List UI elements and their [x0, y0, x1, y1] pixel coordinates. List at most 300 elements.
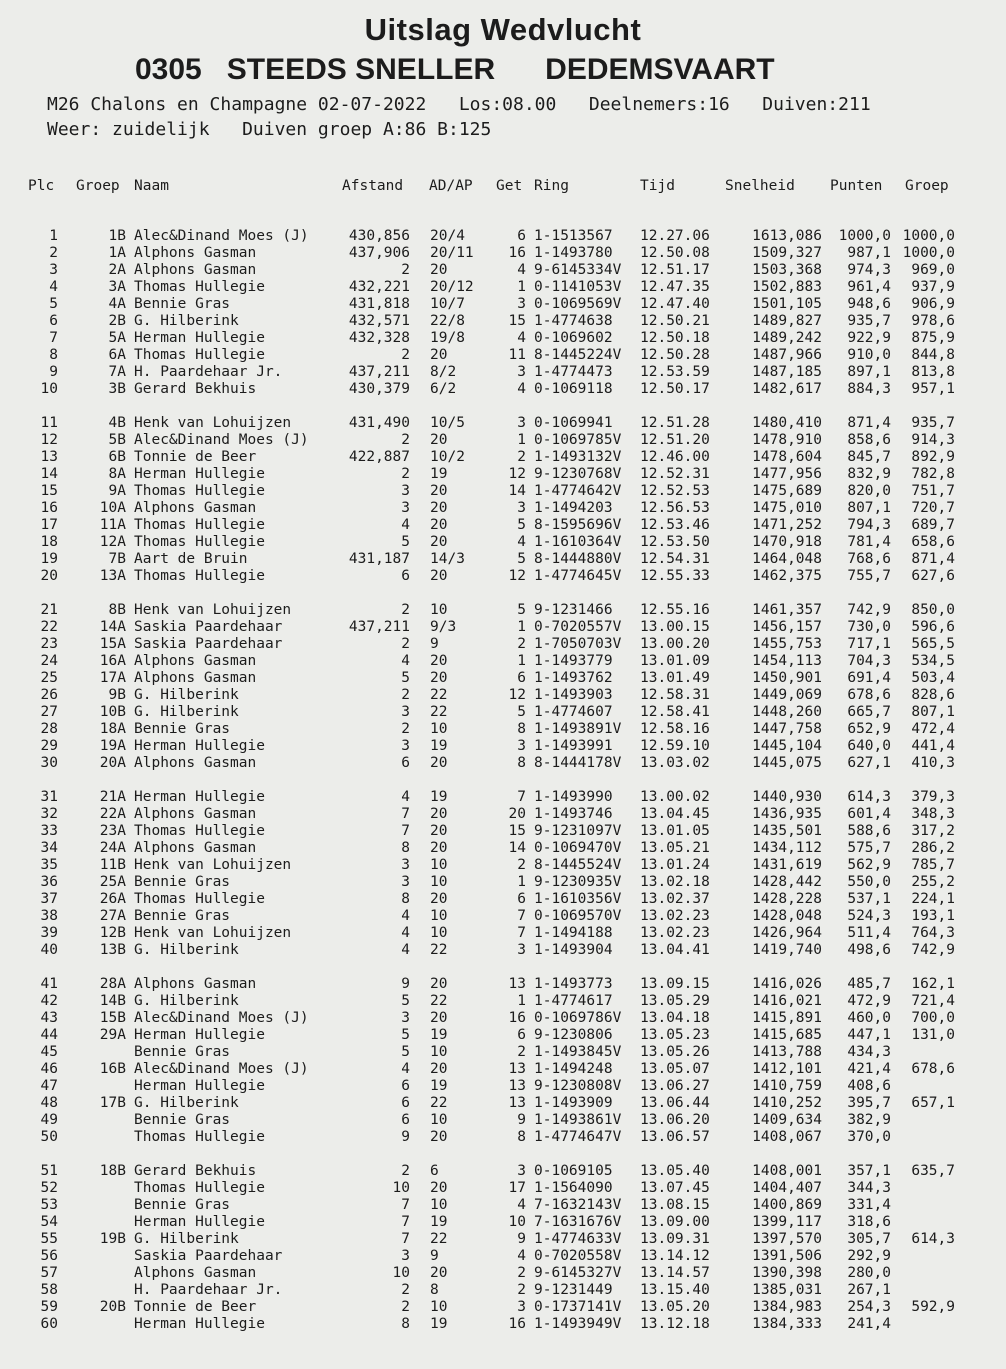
points-cell: 704,3: [847, 653, 891, 669]
ring-number-cell: 0-7020557V: [534, 619, 622, 635]
block-spacer: [0, 1146, 1006, 1163]
results-table: [0, 228, 1006, 1333]
arrival-time-cell: 13.05.20: [640, 1299, 710, 1315]
group-rank-cell: 25A: [99, 874, 126, 890]
fancier-name-cell: Bennie Gras: [134, 296, 231, 312]
points-cell: 318,6: [847, 1214, 891, 1230]
fancier-name-cell: Herman Hullegie: [134, 1027, 265, 1043]
points-cell: 871,4: [847, 415, 891, 431]
arrival-time-cell: 12.59.10: [640, 738, 710, 754]
col-groep: Groep: [76, 178, 120, 194]
points-cell: 730,0: [847, 619, 891, 635]
group-rank-cell: 7B: [108, 551, 126, 567]
basketed-prized-cell: 19: [430, 1316, 448, 1332]
table-row: [0, 1027, 1006, 1044]
ring-number-cell: 1-1493132V: [534, 449, 622, 465]
ring-number-cell: 1-7050703V: [534, 636, 622, 652]
group-points-cell: 286,2: [911, 840, 955, 856]
placement-cell: 41: [40, 976, 58, 992]
fancier-name-cell: Alec&Dinand Moes (J): [134, 228, 309, 244]
marked-cell: 8: [517, 755, 526, 771]
group-points-cell: 614,3: [911, 1231, 955, 1247]
speed-cell: 1428,048: [752, 908, 822, 924]
ring-number-cell: 1-1493762: [534, 670, 613, 686]
table-row: [0, 1214, 1006, 1231]
marked-cell: 2: [517, 1265, 526, 1281]
ring-number-cell: 8-1445524V: [534, 857, 622, 873]
speed-cell: 1471,252: [752, 517, 822, 533]
group-points-cell: 906,9: [911, 296, 955, 312]
placement-cell: 53: [40, 1197, 58, 1213]
table-row: [0, 330, 1006, 347]
points-cell: 652,9: [847, 721, 891, 737]
distance-cell: 5: [401, 993, 410, 1009]
ring-number-cell: 1-1493904: [534, 942, 613, 958]
ring-number-cell: 1-1493891V: [534, 721, 622, 737]
group-points-cell: 720,7: [911, 500, 955, 516]
arrival-time-cell: 13.01.09: [640, 653, 710, 669]
distance-cell: 432,328: [348, 330, 410, 346]
basketed-prized-cell: 20: [430, 483, 448, 499]
basketed-prized-cell: 22: [430, 704, 448, 720]
points-cell: 678,6: [847, 687, 891, 703]
fancier-name-cell: G. Hilberink: [134, 1095, 239, 1111]
table-row: [0, 534, 1006, 551]
placement-cell: 17: [40, 517, 58, 533]
fancier-name-cell: Bennie Gras: [134, 874, 231, 890]
arrival-time-cell: 13.00.20: [640, 636, 710, 652]
arrival-time-cell: 13.08.15: [640, 1197, 710, 1213]
distance-cell: 3: [401, 738, 410, 754]
fancier-name-cell: Tonnie de Beer: [134, 449, 257, 465]
group-points-cell: 131,0: [911, 1027, 955, 1043]
distance-cell: 2: [401, 687, 410, 703]
marked-cell: 4: [517, 1248, 526, 1264]
speed-cell: 1397,570: [752, 1231, 822, 1247]
group-rank-cell: 11A: [99, 517, 126, 533]
ring-number-cell: 1-4774647V: [534, 1129, 622, 1145]
fancier-name-cell: Herman Hullegie: [134, 1316, 265, 1332]
ring-number-cell: 9-1230935V: [534, 874, 622, 890]
speed-cell: 1478,910: [752, 432, 822, 448]
fancier-name-cell: G. Hilberink: [134, 942, 239, 958]
table-row: [0, 755, 1006, 772]
speed-cell: 1464,048: [752, 551, 822, 567]
marked-cell: 5: [517, 517, 526, 533]
group-rank-cell: 14A: [99, 619, 126, 635]
distance-cell: 10: [392, 1265, 410, 1281]
ring-number-cell: 1-1493746: [534, 806, 613, 822]
points-cell: 370,0: [847, 1129, 891, 1145]
ring-number-cell: 1-1493903: [534, 687, 613, 703]
fancier-name-cell: Bennie Gras: [134, 1197, 231, 1213]
placement-cell: 2: [49, 245, 58, 261]
basketed-prized-cell: 10: [430, 1112, 448, 1128]
table-row: [0, 1010, 1006, 1027]
table-row: [0, 789, 1006, 806]
col-adap: AD/AP: [429, 178, 473, 194]
arrival-time-cell: 13.04.41: [640, 942, 710, 958]
marked-cell: 17: [508, 1180, 526, 1196]
table-row: [0, 1265, 1006, 1282]
arrival-time-cell: 13.05.40: [640, 1163, 710, 1179]
speed-cell: 1415,685: [752, 1027, 822, 1043]
ring-number-cell: 8-1595696V: [534, 517, 622, 533]
group-points-cell: 379,3: [911, 789, 955, 805]
table-row: [0, 432, 1006, 449]
speed-cell: 1613,086: [752, 228, 822, 244]
club-number: 0305: [135, 53, 202, 86]
marked-cell: 6: [517, 228, 526, 244]
distance-cell: 8: [401, 891, 410, 907]
group-points-cell: 472,4: [911, 721, 955, 737]
group-points-cell: 700,0: [911, 1010, 955, 1026]
group-points-cell: 565,5: [911, 636, 955, 652]
points-cell: 511,4: [847, 925, 891, 941]
placement-cell: 29: [40, 738, 58, 754]
group-points-cell: 162,1: [911, 976, 955, 992]
group-rank-cell: 28A: [99, 976, 126, 992]
table-row: [0, 568, 1006, 585]
arrival-time-cell: 12.52.53: [640, 483, 710, 499]
ring-number-cell: 0-1069118: [534, 381, 613, 397]
fancier-name-cell: Bennie Gras: [134, 1044, 231, 1060]
points-cell: 768,6: [847, 551, 891, 567]
fancier-name-cell: Alec&Dinand Moes (J): [134, 1010, 309, 1026]
fancier-name-cell: Aart de Bruin: [134, 551, 248, 567]
distance-cell: 7: [401, 1214, 410, 1230]
placement-cell: 4: [49, 279, 58, 295]
distance-cell: 4: [401, 517, 410, 533]
basketed-prized-cell: 19: [430, 1078, 448, 1094]
group-rank-cell: 2B: [108, 313, 126, 329]
points-cell: 331,4: [847, 1197, 891, 1213]
arrival-time-cell: 13.09.00: [640, 1214, 710, 1230]
basketed-prized-cell: 20: [430, 976, 448, 992]
group-points-cell: 871,4: [911, 551, 955, 567]
speed-cell: 1477,956: [752, 466, 822, 482]
basketed-prized-cell: 20: [430, 534, 448, 550]
arrival-time-cell: 12.53.50: [640, 534, 710, 550]
arrival-time-cell: 12.50.28: [640, 347, 710, 363]
speed-cell: 1434,112: [752, 840, 822, 856]
distance-cell: 437,906: [348, 245, 410, 261]
table-row: [0, 942, 1006, 959]
group-rank-cell: 13A: [99, 568, 126, 584]
arrival-time-cell: 12.52.31: [640, 466, 710, 482]
fancier-name-cell: Saskia Paardehaar: [134, 1248, 283, 1264]
speed-cell: 1400,869: [752, 1197, 822, 1213]
distance-cell: 4: [401, 789, 410, 805]
group-points-cell: 764,3: [911, 925, 955, 941]
marked-cell: 3: [517, 500, 526, 516]
placement-cell: 31: [40, 789, 58, 805]
basketed-prized-cell: 22: [430, 942, 448, 958]
group-counts: Duiven groep A:86 B:125: [242, 119, 492, 140]
group-points-cell: 813,8: [911, 364, 955, 380]
table-row: [0, 1180, 1006, 1197]
fancier-name-cell: Alec&Dinand Moes (J): [134, 432, 309, 448]
ring-number-cell: 1-1610364V: [534, 534, 622, 550]
marked-cell: 1: [517, 432, 526, 448]
block-spacer: [0, 959, 1006, 976]
fancier-name-cell: Thomas Hullegie: [134, 517, 265, 533]
arrival-time-cell: 12.47.35: [640, 279, 710, 295]
placement-cell: 19: [40, 551, 58, 567]
col-groep-punten: Groep: [905, 178, 949, 194]
distance-cell: 2: [401, 432, 410, 448]
speed-cell: 1436,935: [752, 806, 822, 822]
group-rank-cell: 6A: [108, 347, 126, 363]
arrival-time-cell: 13.07.45: [640, 1180, 710, 1196]
placement-cell: 28: [40, 721, 58, 737]
distance-cell: 2: [401, 636, 410, 652]
speed-cell: 1489,827: [752, 313, 822, 329]
arrival-time-cell: 13.04.45: [640, 806, 710, 822]
fancier-name-cell: Thomas Hullegie: [134, 483, 265, 499]
col-afstand: Afstand: [342, 178, 404, 194]
basketed-prized-cell: 10: [430, 1197, 448, 1213]
placement-cell: 18: [40, 534, 58, 550]
fancier-name-cell: Thomas Hullegie: [134, 1180, 265, 1196]
speed-cell: 1487,185: [752, 364, 822, 380]
ring-number-cell: 9-6145334V: [534, 262, 622, 278]
placement-cell: 51: [40, 1163, 58, 1179]
placement-cell: 58: [40, 1282, 58, 1298]
basketed-prized-cell: 20: [430, 500, 448, 516]
distance-cell: 7: [401, 1231, 410, 1247]
basketed-prized-cell: 8/2: [430, 364, 457, 380]
speed-cell: 1410,759: [752, 1078, 822, 1094]
points-cell: 961,4: [847, 279, 891, 295]
placement-cell: 36: [40, 874, 58, 890]
ring-number-cell: 9-1231466: [534, 602, 613, 618]
arrival-time-cell: 13.14.57: [640, 1265, 710, 1281]
speed-cell: 1461,357: [752, 602, 822, 618]
placement-cell: 20: [40, 568, 58, 584]
placement-cell: 54: [40, 1214, 58, 1230]
arrival-time-cell: 13.02.37: [640, 891, 710, 907]
marked-cell: 4: [517, 330, 526, 346]
marked-cell: 13: [508, 976, 526, 992]
club-heading: [135, 53, 775, 87]
placement-cell: 21: [40, 602, 58, 618]
fancier-name-cell: G. Hilberink: [134, 704, 239, 720]
speed-cell: 1408,067: [752, 1129, 822, 1145]
distance-cell: 9: [401, 976, 410, 992]
arrival-time-cell: 12.51.17: [640, 262, 710, 278]
table-row: [0, 449, 1006, 466]
speed-cell: 1445,075: [752, 755, 822, 771]
ring-number-cell: 0-1737141V: [534, 1299, 622, 1315]
ring-number-cell: 1-4774638: [534, 313, 613, 329]
points-cell: 832,9: [847, 466, 891, 482]
basketed-prized-cell: 20: [430, 1129, 448, 1145]
basketed-prized-cell: 20: [430, 1010, 448, 1026]
group-points-cell: 255,2: [911, 874, 955, 890]
fancier-name-cell: Thomas Hullegie: [134, 1129, 265, 1145]
group-rank-cell: 13B: [99, 942, 126, 958]
group-rank-cell: 7A: [108, 364, 126, 380]
group-points-cell: 592,9: [911, 1299, 955, 1315]
group-rank-cell: 24A: [99, 840, 126, 856]
marked-cell: 2: [517, 1282, 526, 1298]
points-cell: 575,7: [847, 840, 891, 856]
group-points-cell: 410,3: [911, 755, 955, 771]
distance-cell: 2: [401, 602, 410, 618]
arrival-time-cell: 12.53.46: [640, 517, 710, 533]
ring-number-cell: 0-1069105: [534, 1163, 613, 1179]
race-name: M26 Chalons en Champagne 02-07-2022: [47, 94, 427, 115]
points-cell: 562,9: [847, 857, 891, 873]
ring-number-cell: 1-1493990: [534, 789, 613, 805]
speed-cell: 1445,104: [752, 738, 822, 754]
group-rank-cell: 12B: [99, 925, 126, 941]
distance-cell: 4: [401, 925, 410, 941]
points-cell: 382,9: [847, 1112, 891, 1128]
table-row: [0, 857, 1006, 874]
distance-cell: 8: [401, 1316, 410, 1332]
placement-cell: 24: [40, 653, 58, 669]
marked-cell: 16: [508, 1010, 526, 1026]
fancier-name-cell: Alphons Gasman: [134, 806, 257, 822]
distance-cell: 3: [401, 704, 410, 720]
table-row: [0, 279, 1006, 296]
table-row: [0, 1282, 1006, 1299]
table-row: [0, 517, 1006, 534]
group-rank-cell: 17A: [99, 670, 126, 686]
table-row: [0, 1299, 1006, 1316]
ring-number-cell: 1-4774633V: [534, 1231, 622, 1247]
ring-number-cell: 1-1513567: [534, 228, 613, 244]
points-cell: 524,3: [847, 908, 891, 924]
col-plc: Plc: [28, 178, 55, 194]
basketed-prized-cell: 14/3: [430, 551, 465, 567]
speed-cell: 1384,983: [752, 1299, 822, 1315]
marked-cell: 14: [508, 483, 526, 499]
group-points-cell: 193,1: [911, 908, 955, 924]
table-row: [0, 619, 1006, 636]
placement-cell: 39: [40, 925, 58, 941]
group-rank-cell: 15A: [99, 636, 126, 652]
basketed-prized-cell: 20/11: [430, 245, 474, 261]
group-rank-cell: 4A: [108, 296, 126, 312]
speed-cell: 1480,410: [752, 415, 822, 431]
basketed-prized-cell: 9/3: [430, 619, 457, 635]
group-points-cell: 658,6: [911, 534, 955, 550]
col-ring: Ring: [534, 178, 569, 194]
group-rank-cell: 4B: [108, 415, 126, 431]
arrival-time-cell: 13.04.18: [640, 1010, 710, 1026]
arrival-time-cell: 13.05.21: [640, 840, 710, 856]
ring-number-cell: 0-7020558V: [534, 1248, 622, 1264]
points-cell: 292,9: [847, 1248, 891, 1264]
placement-cell: 49: [40, 1112, 58, 1128]
arrival-time-cell: 13.02.18: [640, 874, 710, 890]
group-rank-cell: 1B: [108, 228, 126, 244]
marked-cell: 1: [517, 653, 526, 669]
ring-number-cell: 1-4774645V: [534, 568, 622, 584]
points-cell: 858,6: [847, 432, 891, 448]
points-cell: 742,9: [847, 602, 891, 618]
basketed-prized-cell: 20: [430, 755, 448, 771]
distance-cell: 431,818: [348, 296, 410, 312]
distance-cell: 3: [401, 1010, 410, 1026]
placement-cell: 23: [40, 636, 58, 652]
distance-cell: 5: [401, 1044, 410, 1060]
arrival-time-cell: 13.06.44: [640, 1095, 710, 1111]
table-row: [0, 1112, 1006, 1129]
col-snelheid: Snelheid: [725, 178, 795, 194]
ring-number-cell: 9-1230808V: [534, 1078, 622, 1094]
arrival-time-cell: 13.06.27: [640, 1078, 710, 1094]
points-cell: 254,3: [847, 1299, 891, 1315]
placement-cell: 60: [40, 1316, 58, 1332]
points-cell: 627,1: [847, 755, 891, 771]
group-rank-cell: 10B: [99, 704, 126, 720]
table-row: [0, 840, 1006, 857]
ring-number-cell: 1-1493845V: [534, 1044, 622, 1060]
ring-number-cell: 8-1444880V: [534, 551, 622, 567]
placement-cell: 34: [40, 840, 58, 856]
marked-cell: 2: [517, 449, 526, 465]
arrival-time-cell: 12.51.20: [640, 432, 710, 448]
distance-cell: 430,856: [348, 228, 410, 244]
points-cell: 344,3: [847, 1180, 891, 1196]
ring-number-cell: 7-1632143V: [534, 1197, 622, 1213]
distance-cell: 5: [401, 1027, 410, 1043]
fancier-name-cell: Gerard Bekhuis: [134, 1163, 257, 1179]
points-cell: 614,3: [847, 789, 891, 805]
basketed-prized-cell: 10: [430, 1299, 448, 1315]
ring-number-cell: 9-1230806: [534, 1027, 613, 1043]
arrival-time-cell: 12.47.40: [640, 296, 710, 312]
placement-cell: 47: [40, 1078, 58, 1094]
basketed-prized-cell: 6: [430, 1163, 439, 1179]
placement-cell: 38: [40, 908, 58, 924]
distance-cell: 3: [401, 1248, 410, 1264]
table-row: [0, 381, 1006, 398]
group-points-cell: 785,7: [911, 857, 955, 873]
marked-cell: 1: [517, 874, 526, 890]
fancier-name-cell: Herman Hullegie: [134, 330, 265, 346]
table-row: [0, 364, 1006, 381]
placement-cell: 52: [40, 1180, 58, 1196]
basketed-prized-cell: 19: [430, 1027, 448, 1043]
distance-cell: 2: [401, 1282, 410, 1298]
placement-cell: 26: [40, 687, 58, 703]
basketed-prized-cell: 6/2: [430, 381, 457, 397]
fancier-name-cell: Herman Hullegie: [134, 1214, 265, 1230]
group-rank-cell: 22A: [99, 806, 126, 822]
table-row: [0, 976, 1006, 993]
ring-number-cell: 9-1230768V: [534, 466, 622, 482]
ring-number-cell: 0-1069602: [534, 330, 613, 346]
group-rank-cell: 17B: [99, 1095, 126, 1111]
placement-cell: 30: [40, 755, 58, 771]
marked-cell: 1: [517, 279, 526, 295]
basketed-prized-cell: 10: [430, 602, 448, 618]
table-row: [0, 993, 1006, 1010]
group-points-cell: 935,7: [911, 415, 955, 431]
arrival-time-cell: 13.01.49: [640, 670, 710, 686]
arrival-time-cell: 13.02.23: [640, 925, 710, 941]
placement-cell: 13: [40, 449, 58, 465]
group-points-cell: 689,7: [911, 517, 955, 533]
points-cell: 421,4: [847, 1061, 891, 1077]
speed-cell: 1478,604: [752, 449, 822, 465]
table-row: [0, 262, 1006, 279]
